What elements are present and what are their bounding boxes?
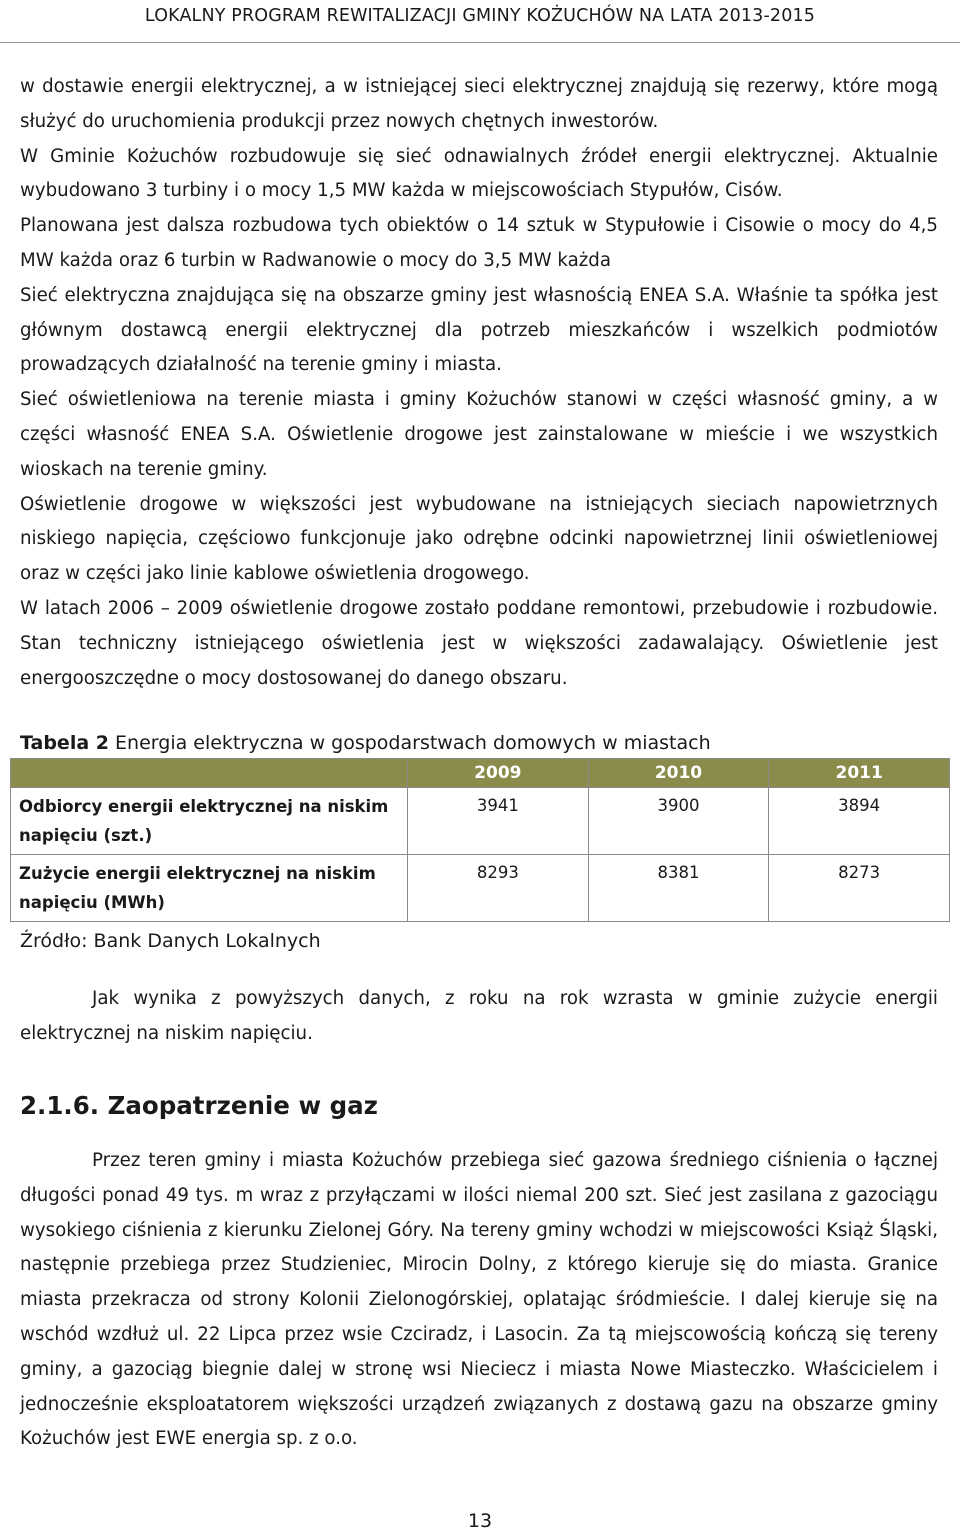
paragraph-7: W latach 2006 – 2009 oświetlenie drogowe zostało poddane remontowi, przebudowie i rozbudowie. Stan techniczny istniejącego oświetlenia jest w większości zadawalający. Oświetlenie jest energooszczędne o mocy dostosowanej do danego obszaru. — [20, 597, 938, 689]
table-header-year: 2009 — [408, 759, 589, 788]
table-row-label: Odbiorcy energii elektrycznej na niskim napięciu (szt.) — [11, 788, 408, 855]
table-row — [11, 855, 950, 922]
energy-table — [10, 758, 950, 922]
paragraph-3: Planowana jest dalsza rozbudowa tych obiektów o 14 sztuk w Stypułowie i Cisowie o mocy do 4,5 MW każda oraz 6 turbin w Radwanowie o mocy do 3,5 MW każda — [20, 215, 938, 271]
table-cell: 3900 — [588, 788, 769, 855]
table-cell: 3894 — [769, 788, 950, 855]
table-caption-label: Tabela 2 — [20, 732, 109, 755]
table-header-row — [11, 759, 950, 788]
table-header-year: 2010 — [588, 759, 769, 788]
document-body — [20, 70, 938, 1457]
document-title: LOKALNY PROGRAM REWITALIZACJI GMINY KOŻUCHÓW NA LATA 2013-2015 — [144, 6, 816, 26]
table-header-year: 2011 — [769, 759, 950, 788]
table-cell: 8293 — [408, 855, 589, 922]
table-source: Źródło: Bank Danych Lokalnych — [20, 930, 321, 953]
table-cell: 3941 — [408, 788, 589, 855]
section-paragraph: Przez teren gminy i miasta Kożuchów przebiega sieć gazowa średniego ciśnienia o łącznej długości ponad 49 tys. m wraz z przyłączami w ilości niemal 200 szt. Sieć jest zasilana z gazociągu wysokiego ciśnienia z kierunku Zielonej Góry. Na tereny gminy wchodzi w miejscowości Książ Śląski, następnie przebiega przez Studzieniec, Mirocin Dolny, z którego kieruje się do miasta. Granice miasta przekracza od strony Kolonii Zielonogórskiej, oplatając śródmieście. I dalej kieruje się na wschód wzdłuż ul. 22 Lipca przez wsie Czciradz, i Lasocin. Za tą miejscowością kończą się tereny gminy, a gazociąg biegnie dalej w stronę wsi Nieciecz i miasta Nowe Miasteczko. Właścicielem i jednocześnie eksploatatorem większości urządzeń związanych z dostawą gazu na obszarze gminy Kożuchów jest EWE energia sp. z o.o. — [20, 1149, 938, 1450]
page-header — [0, 0, 960, 43]
table-header-blank — [11, 759, 408, 788]
paragraph-6: Oświetlenie drogowe w większości jest wybudowane na istniejących sieciach napowietrznych niskiego napięcia, częściowo funkcjonuje jako odrębne odcinki napowietrznej linii oświetleniowej oraz w części jako linie kablowe oświetlenia drogowego. — [20, 493, 938, 585]
table-cell: 8381 — [588, 855, 769, 922]
paragraph-4: Sieć elektryczna znajdująca się na obszarze gminy jest własnością ENEA S.A. Właśnie ta spółka jest głównym dostawcą energii elektrycznej dla potrzeb mieszkańców i wszelkich podmiotów prowadzących działalność na terenie gminy i miasta. — [20, 284, 938, 376]
paragraph-2: W Gminie Kożuchów rozbudowuje się sieć odnawialnych źródeł energii elektrycznej. Aktualnie wybudowano 3 turbiny i o mocy 1,5 MW każda w miejscowościach Stypułów, Cisów. — [20, 145, 938, 202]
table-row-label: Zużycie energii elektrycznej na niskim napięciu (MWh) — [11, 855, 408, 922]
section-heading: 2.1.6. Zaopatrzenie w gaz — [20, 1090, 378, 1120]
table-caption-text: Energia elektryczna w gospodarstwach domowych w miastach — [109, 732, 711, 755]
table-row — [11, 788, 950, 855]
page-number: 13 — [467, 1510, 493, 1532]
table-caption — [20, 730, 938, 756]
table-cell: 8273 — [769, 855, 950, 922]
paragraph-1: w dostawie energii elektrycznej, a w istniejącej sieci elektrycznej znajdują się rezerwy, które mogą służyć do uruchomienia produkcji przez nowych chętnych inwestorów. — [20, 76, 938, 132]
paragraph-5: Sieć oświetleniowa na terenie miasta i gminy Kożuchów stanowi w części własność gminy, a w części własność ENEA S.A. Oświetlenie drogowe jest zainstalowane w mieście i we wszystkich wioskach na terenie gminy. — [20, 389, 938, 480]
paragraph-after-table: Jak wynika z powyższych danych, z roku na rok wzrasta w gminie zużycie energii elektrycznej na niskim napięciu. — [20, 988, 938, 1045]
